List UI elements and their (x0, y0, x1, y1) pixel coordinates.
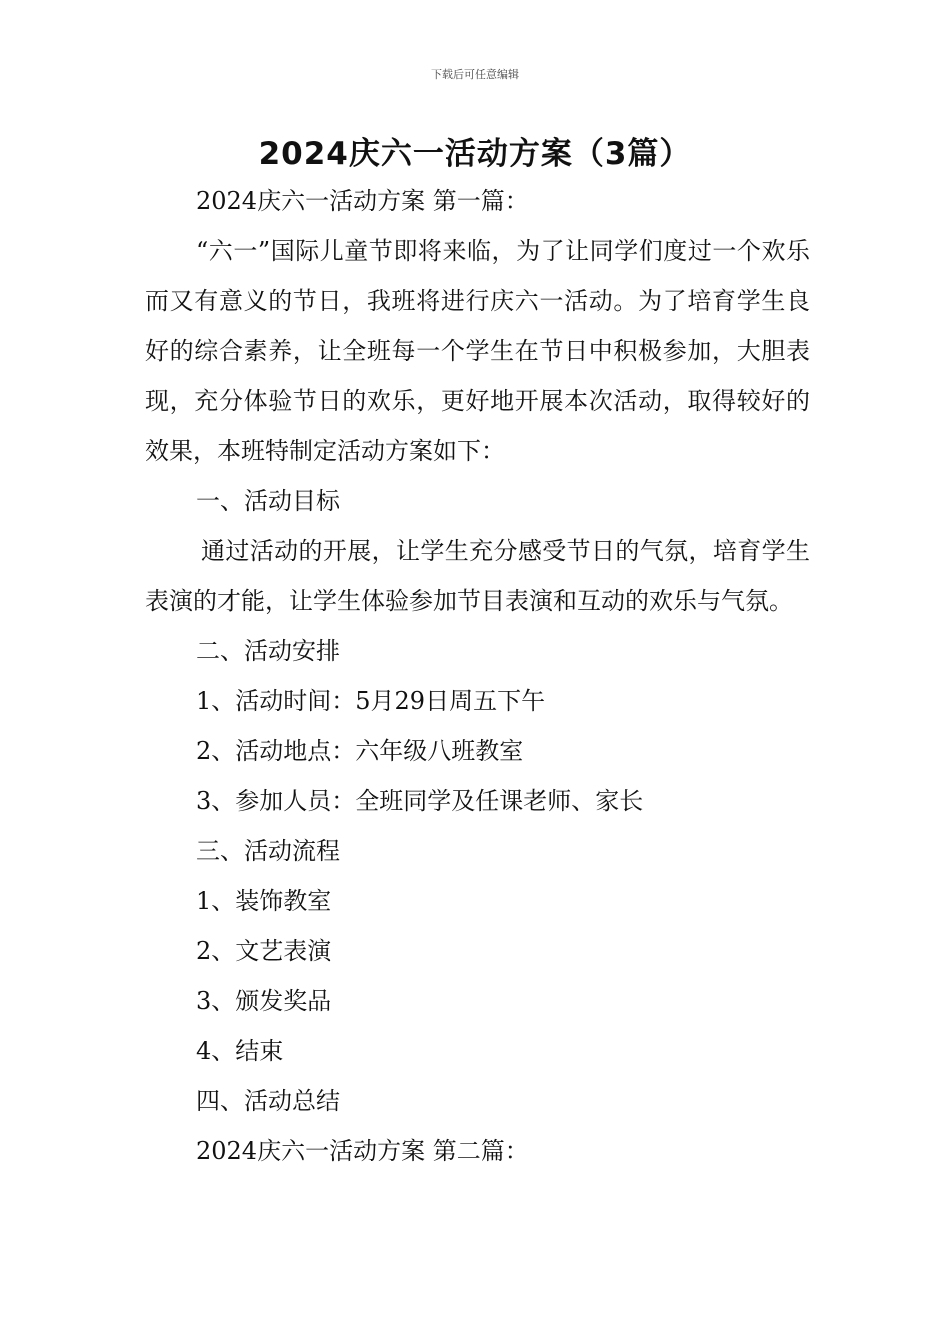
process-heading: 三、活动流程 (196, 837, 340, 865)
document-body (145, 176, 810, 1176)
process-item-awards: 3、颁发奖品 (196, 987, 332, 1015)
summary-heading: 四、活动总结 (196, 1087, 340, 1115)
arrangement-item-time: 1、活动时间：5月29日周五下午 (196, 687, 546, 715)
arrangement-item-people: 3、参加人员：全班同学及任课老师、家长 (196, 787, 644, 815)
section1-heading: 2024庆六一活动方案 第一篇： (196, 187, 529, 215)
goal-heading: 一、活动目标 (196, 487, 340, 515)
header-note: 下载后可任意编辑 (431, 68, 519, 81)
process-item-performance: 2、文艺表演 (196, 937, 332, 965)
process-item-decorate: 1、装饰教室 (196, 887, 332, 915)
arrangement-heading: 二、活动安排 (196, 637, 340, 665)
document-title: 2024庆六一活动方案（3篇） (258, 136, 692, 172)
intro-paragraph: “六一”国际儿童节即将来临，为了让同学们度过一个欢乐而又有意义的节日，我班将进行庆六一活动。为了培育学生良好的综合素养，让全班每一个学生在节日中积极参加，大胆表现，充分体验节日的欢乐，更好地开展本次活动，取得较好的效果，本班特制定活动方案如下： (145, 237, 810, 465)
goal-paragraph: 通过活动的开展，让学生充分感受节日的气氛，培育学生表演的才能，让学生体验参加节目表演和互动的欢乐与气氛。 (145, 537, 810, 615)
arrangement-item-place: 2、活动地点：六年级八班教室 (196, 737, 524, 765)
process-item-end: 4、结束 (196, 1037, 284, 1065)
section2-heading: 2024庆六一活动方案 第二篇： (196, 1137, 529, 1165)
